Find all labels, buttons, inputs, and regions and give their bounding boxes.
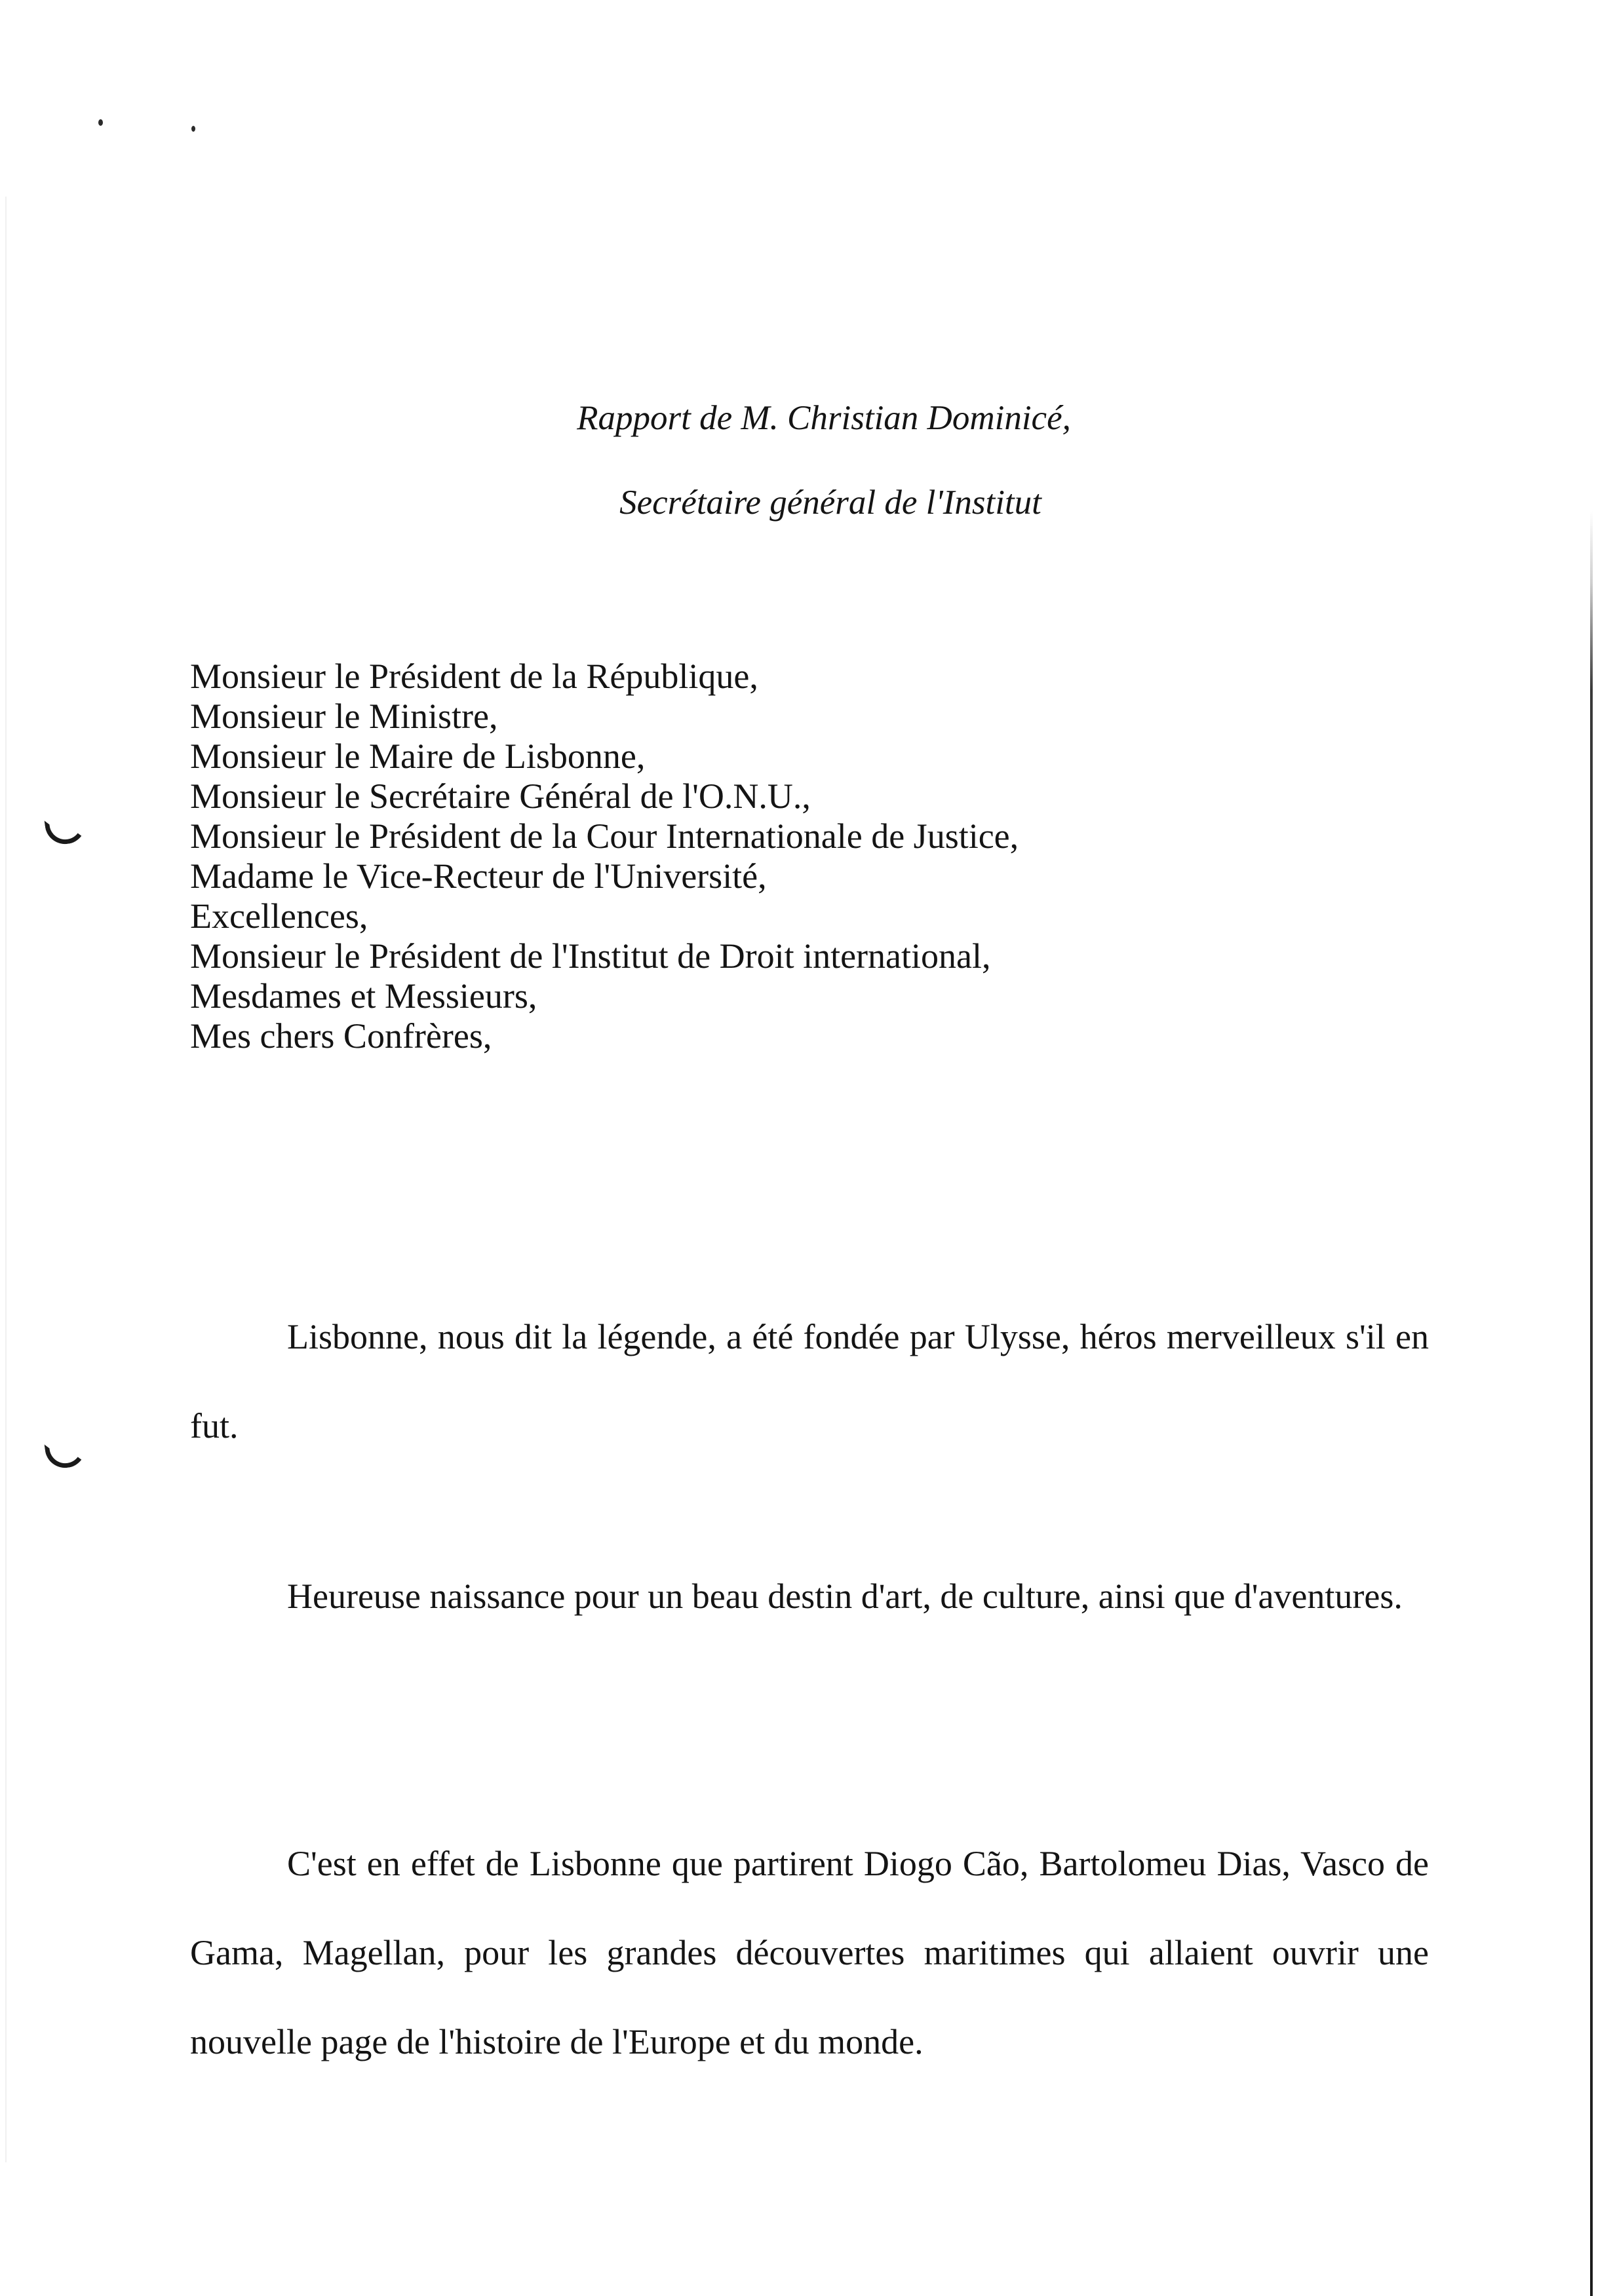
body-paragraph: Heureuse naissance pour un beau destin d'art, de culture, ainsi que d'aventures. [287,1577,1403,1616]
salutation-line: Excellences, [190,896,368,936]
salutation-line: Monsieur le Président de la République, [190,657,758,696]
salutation-line: Monsieur le Maire de Lisbonne, [190,737,646,776]
salutation-line: Madame le Vice-Recteur de l'Université, [190,856,767,896]
scan-speck [98,119,103,126]
body-paragraph: C'est en effet de Lisbonne que partirent Diogo Cão, Bartolomeu Dias, Vasco de Gama, Magellan, pour les grandes découvertes maritimes qui allaient ouvrir une nouvelle page de l'histoire de l'Europe et du monde. [190,1844,1429,2061]
salutation-line: Monsieur le Ministre, [190,697,498,736]
salutation-line: Mes chers Confrères, [190,1016,492,1056]
scan-right-edge [1590,511,1593,2296]
salutation-line: Mesdames et Messieurs, [190,976,537,1016]
binder-mark [45,815,88,847]
salutation-list [190,657,1019,1056]
scan-speck [191,126,195,132]
salutation-line: Monsieur le Secrétaire Général de l'O.N.U., [190,776,811,816]
report-title: Rapport de M. Christian Dominicé, [577,399,1071,437]
report-subtitle: Secrétaire général de l'Institut [619,484,1041,522]
body-paragraph: Lisbonne, nous dit la légende, a été fondée par Ulysse, héros merveilleux s'il en fut. [190,1317,1429,1445]
salutation-line: Monsieur le Président de l'Institut de Droit international, [190,936,991,976]
binder-mark [45,1439,88,1470]
salutation-line: Monsieur le Président de la Cour Internationale de Justice, [190,816,1019,856]
